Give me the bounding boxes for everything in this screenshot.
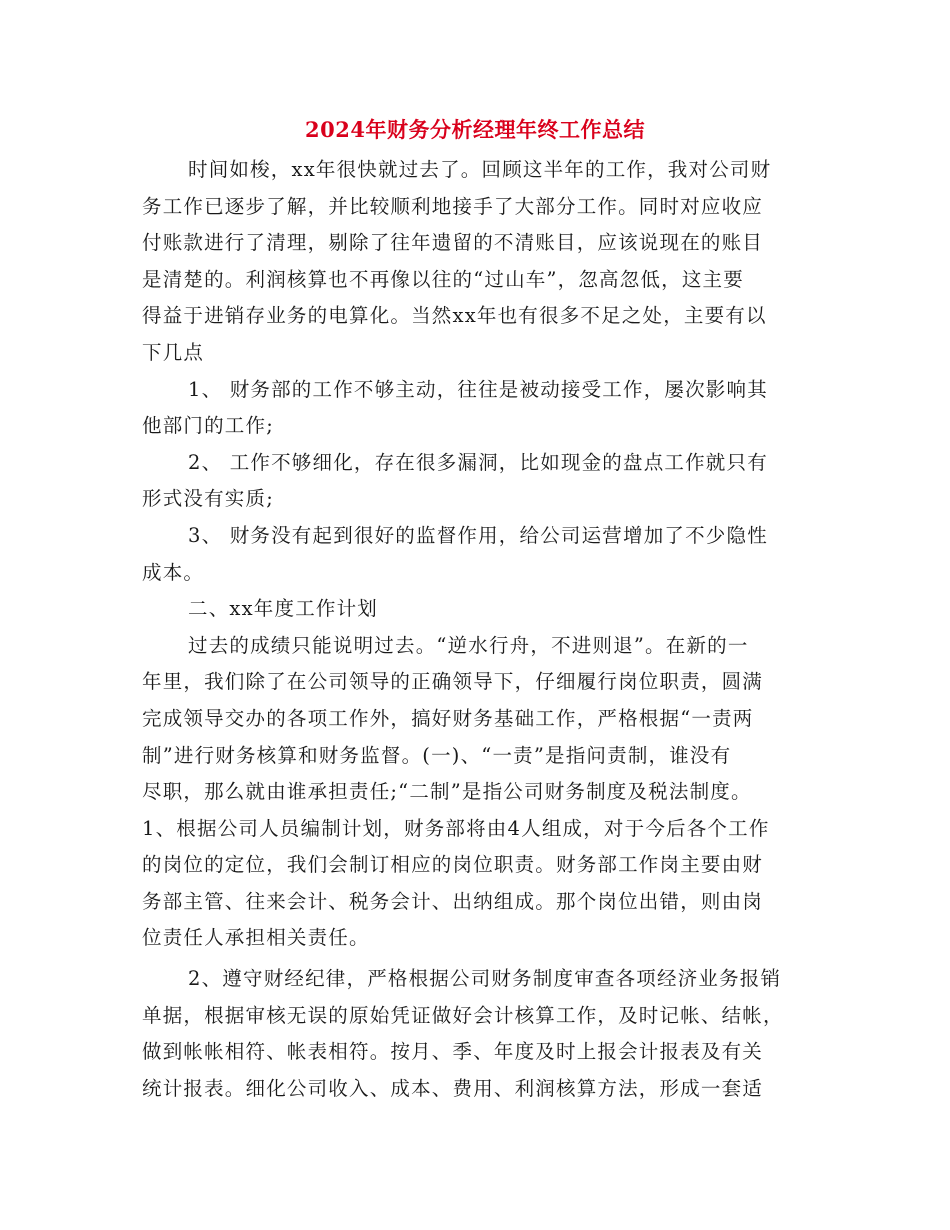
text-line: 1、根据公司人员编制计划，财务部将由4人组成，对于今后各个工作 bbox=[142, 816, 770, 840]
text-line: 统计报表。细化公司收入、成本、费用、利润核算方法，形成一套适 bbox=[142, 1076, 764, 1100]
text-line: 付账款进行了清理，剔除了往年遗留的不清账目，应该说现在的账目 bbox=[142, 231, 764, 255]
text-line: 他部门的工作; bbox=[142, 414, 274, 438]
document-body bbox=[142, 152, 802, 1107]
text-line: 2、遵守财经纪律，严格根据公司财务制度审查各项经济业务报销 bbox=[188, 967, 782, 991]
text-line: 务工作已逐步了解，并比较顺利地接手了大部分工作。同时对应收应 bbox=[142, 194, 764, 218]
section-heading: 二、xx年度工作计划 bbox=[188, 597, 378, 621]
text-line: 制”进行财务核算和财务监督。(一)、“一责”是指问责制，谁没有 bbox=[142, 743, 732, 767]
document-title: 2024年财务分析经理年终工作总结 bbox=[305, 117, 645, 142]
text-line: 过去的成绩只能说明过去。“逆水行舟，不进则退”。在新的一 bbox=[188, 633, 749, 657]
text-line: 下几点 bbox=[142, 340, 205, 364]
text-line: 完成领导交办的各项工作外，搞好财务基础工作，严格根据“一责两 bbox=[142, 706, 754, 730]
text-line: 尽职，那么就由谁承担责任;“二制”是指公司财务制度及税法制度。 bbox=[142, 780, 752, 804]
list-item-line: 2、 工作不够细化，存在很多漏洞，比如现金的盘点工作就只有 bbox=[188, 450, 768, 474]
text-line: 的岗位的定位，我们会制订相应的岗位职责。财务部工作岗主要由财 bbox=[142, 853, 764, 877]
list-item-line: 3、 财务没有起到很好的监督作用，给公司运营增加了不少隐性 bbox=[188, 523, 768, 547]
list-item-line: 1、 财务部的工作不够主动，往往是被动接受工作，屡次影响其 bbox=[188, 377, 768, 401]
text-line: 做到帐帐相符、帐表相符。按月、季、年度及时上报会计报表及有关 bbox=[142, 1040, 764, 1064]
text-line: 年里，我们除了在公司领导的正确领导下，仔细履行岗位职责，圆满 bbox=[142, 670, 764, 694]
text-line: 务部主管、往来会计、税务会计、出纳组成。那个岗位出错，则由岗 bbox=[142, 889, 764, 913]
text-line: 形式没有实质; bbox=[142, 487, 274, 511]
text-line: 得益于进销存业务的电算化。当然xx年也有很多不足之处，主要有以 bbox=[142, 304, 767, 328]
text-line: 单据，根据审核无误的原始凭证做好会计核算工作，及时记帐、结帐， bbox=[142, 1003, 784, 1027]
text-line: 是清楚的。利润核算也不再像以往的“过山车”，忽高忽低，这主要 bbox=[142, 267, 744, 291]
text-line: 位责任人承担相关责任。 bbox=[142, 926, 370, 950]
text-line: 时间如梭，xx年很快就过去了。回顾这半年的工作，我对公司财 bbox=[188, 158, 772, 181]
text-line: 成本。 bbox=[142, 560, 205, 584]
